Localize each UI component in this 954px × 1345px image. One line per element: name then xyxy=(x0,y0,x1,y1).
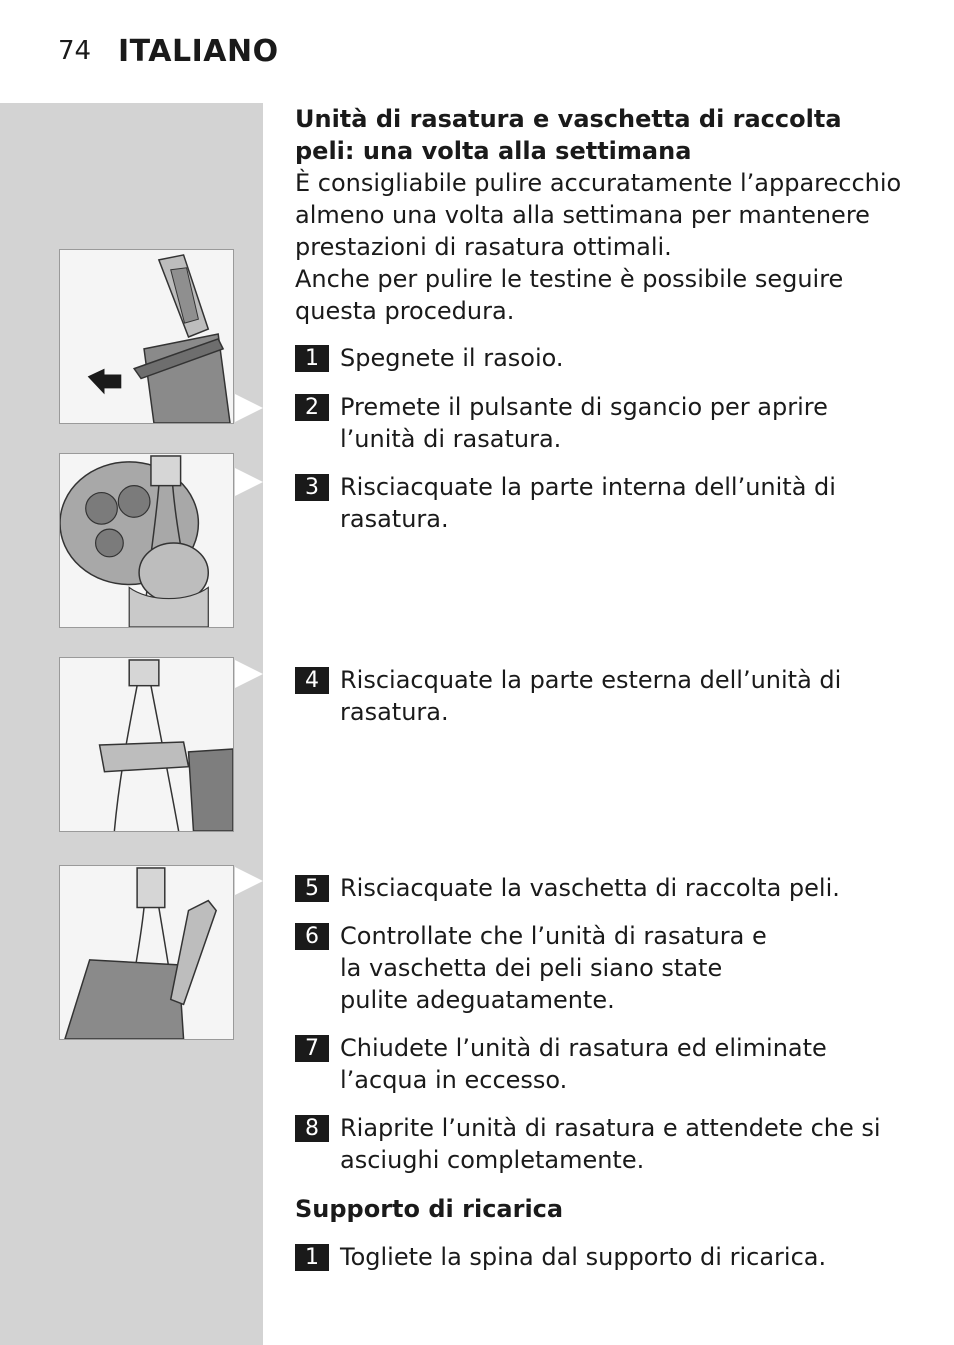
step-text: Chiudete l’unità di rasatura ed eliminate l’acqua in eccesso. xyxy=(340,1034,827,1094)
step-number: 3 xyxy=(295,474,329,501)
figure-pointer xyxy=(235,660,263,688)
step-item xyxy=(295,1241,905,1273)
figure-pointer xyxy=(235,867,263,895)
step-item xyxy=(295,1112,905,1176)
figure-rinse-inside xyxy=(59,453,234,628)
step-text: Controllate che l’unità di rasatura e la vaschetta dei peli siano state pulite adeguatamente. xyxy=(340,922,767,1014)
figure-pointer xyxy=(235,394,263,422)
step-number: 8 xyxy=(295,1115,329,1142)
charger-heading: Supporto di ricarica xyxy=(295,1195,564,1223)
step-item xyxy=(295,664,905,728)
step-text: Risciacquate la parte esterna dell’unità di rasatura. xyxy=(340,666,842,726)
figure-rinse-outside xyxy=(59,657,234,832)
step-item xyxy=(295,342,905,374)
step-item xyxy=(295,471,905,535)
step-item xyxy=(295,391,905,455)
step-number: 2 xyxy=(295,394,329,421)
step-item xyxy=(295,920,905,1016)
step-text: Togliete la spina dal supporto di ricarica. xyxy=(340,1243,827,1271)
figure-pointer xyxy=(235,468,263,496)
step-number: 7 xyxy=(295,1035,329,1062)
page-number: 74 xyxy=(58,36,92,66)
step-item xyxy=(295,872,905,904)
charger-section xyxy=(295,1193,905,1225)
language-title: ITALIANO xyxy=(118,34,279,69)
step-number: 1 xyxy=(295,345,329,372)
step-text: Premete il pulsante di sgancio per aprire l’unità di rasatura. xyxy=(340,393,828,453)
figure-rinse-hair-chamber xyxy=(59,865,234,1040)
step-text: Spegnete il rasoio. xyxy=(340,344,564,372)
step-text: Riaprite l’unità di rasatura e attendete che si asciughi completamente. xyxy=(340,1114,881,1174)
step-item xyxy=(295,1032,905,1096)
step-text: Risciacquate la parte interna dell’unità di rasatura. xyxy=(340,473,836,533)
step-text: Risciacquate la vaschetta di raccolta peli. xyxy=(340,874,840,902)
figure-open-shaving-unit xyxy=(59,249,234,424)
step-number: 6 xyxy=(295,923,329,950)
weekly-cleaning-section xyxy=(295,103,905,327)
intro-paragraph: È consigliabile pulire accuratamente l’apparecchio almeno una volta alla settimana per mantenere prestazioni di rasatura ottimali. xyxy=(295,169,902,261)
weekly-cleaning-heading: Unità di rasatura e vaschetta di raccolta peli: una volta alla settimana xyxy=(295,105,842,165)
step-number: 5 xyxy=(295,875,329,902)
step-number: 4 xyxy=(295,667,329,694)
step-number: 1 xyxy=(295,1244,329,1271)
intro-paragraph-2: Anche per pulire le testine è possibile seguire questa procedura. xyxy=(295,265,844,325)
